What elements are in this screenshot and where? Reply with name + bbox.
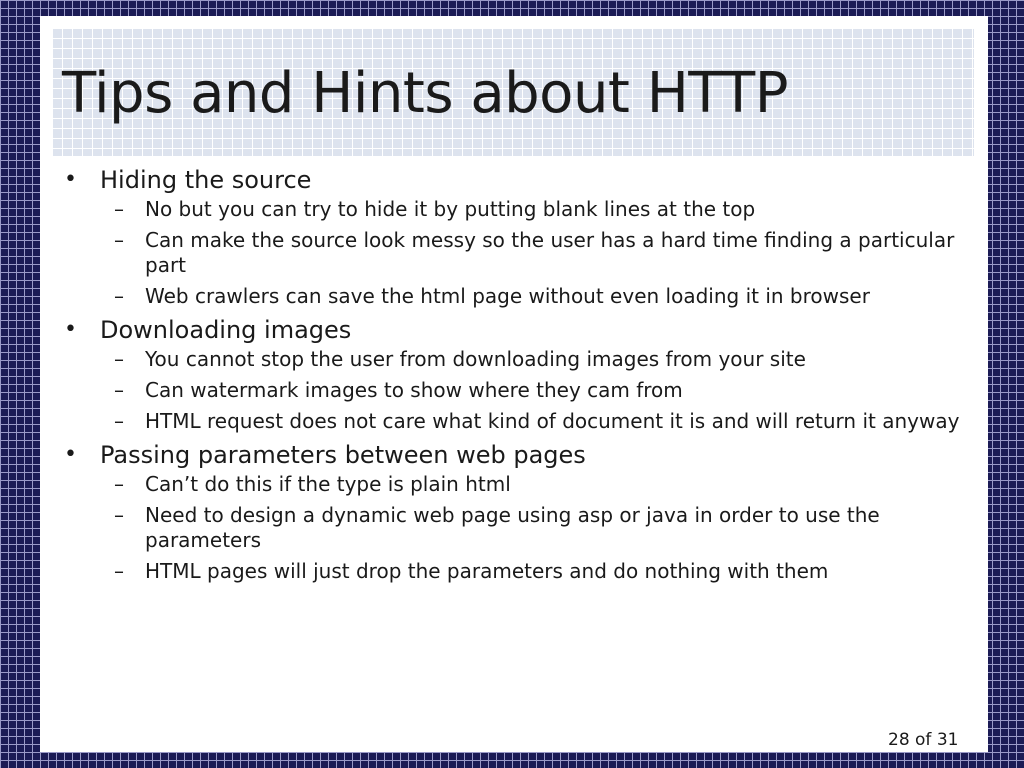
sub-marker: – <box>114 409 124 433</box>
sub-marker: – <box>114 503 124 527</box>
sub-list <box>100 347 980 434</box>
sub-item <box>100 347 980 372</box>
sub-marker: – <box>114 472 124 496</box>
bullet-text: Downloading images <box>100 316 352 344</box>
bullet-text: Hiding the source <box>100 166 312 194</box>
sub-list <box>100 472 980 584</box>
sub-text: You cannot stop the user from downloading images from your site <box>145 347 806 371</box>
sub-marker: – <box>114 378 124 402</box>
sub-list <box>100 197 980 309</box>
slide <box>40 16 988 752</box>
bullet-marker: • <box>64 442 77 467</box>
sub-text: Can make the source look messy so the user has a hard time finding a particular part <box>145 228 955 277</box>
sub-text: HTML request does not care what kind of document it is and will return it anyway <box>145 409 960 433</box>
slide-content <box>60 162 980 590</box>
sub-text: Can’t do this if the type is plain html <box>145 472 511 496</box>
sub-item <box>100 559 980 584</box>
sub-marker: – <box>114 228 124 252</box>
bullet-item-passing-parameters <box>60 440 980 584</box>
slide-title: Tips and Hints about HTTP <box>62 61 788 126</box>
sub-marker: – <box>114 284 124 308</box>
sub-item <box>100 409 980 434</box>
sub-item <box>100 284 980 309</box>
bullet-marker: • <box>64 317 77 342</box>
sub-item <box>100 472 980 497</box>
bullet-item-hiding-source <box>60 165 980 309</box>
slide-number: 28 of 31 <box>888 730 959 750</box>
sub-marker: – <box>114 347 124 371</box>
sub-marker: – <box>114 559 124 583</box>
bullet-item-downloading-images <box>60 315 980 434</box>
bullet-text: Passing parameters between web pages <box>100 441 586 469</box>
bullet-list <box>60 165 980 584</box>
sub-text: No but you can try to hide it by putting blank lines at the top <box>145 197 756 221</box>
sub-text: Web crawlers can save the html page without even loading it in browser <box>145 284 870 308</box>
sub-text: Can watermark images to show where they cam from <box>145 378 683 402</box>
sub-item <box>100 197 980 222</box>
sub-text: HTML pages will just drop the parameters and do nothing with them <box>145 559 829 583</box>
bullet-marker: • <box>64 167 77 192</box>
sub-marker: – <box>114 197 124 221</box>
sub-item <box>100 378 980 403</box>
sub-item <box>100 503 980 553</box>
sub-text: Need to design a dynamic web page using asp or java in order to use the parameters <box>145 503 880 552</box>
sub-item <box>100 228 980 278</box>
